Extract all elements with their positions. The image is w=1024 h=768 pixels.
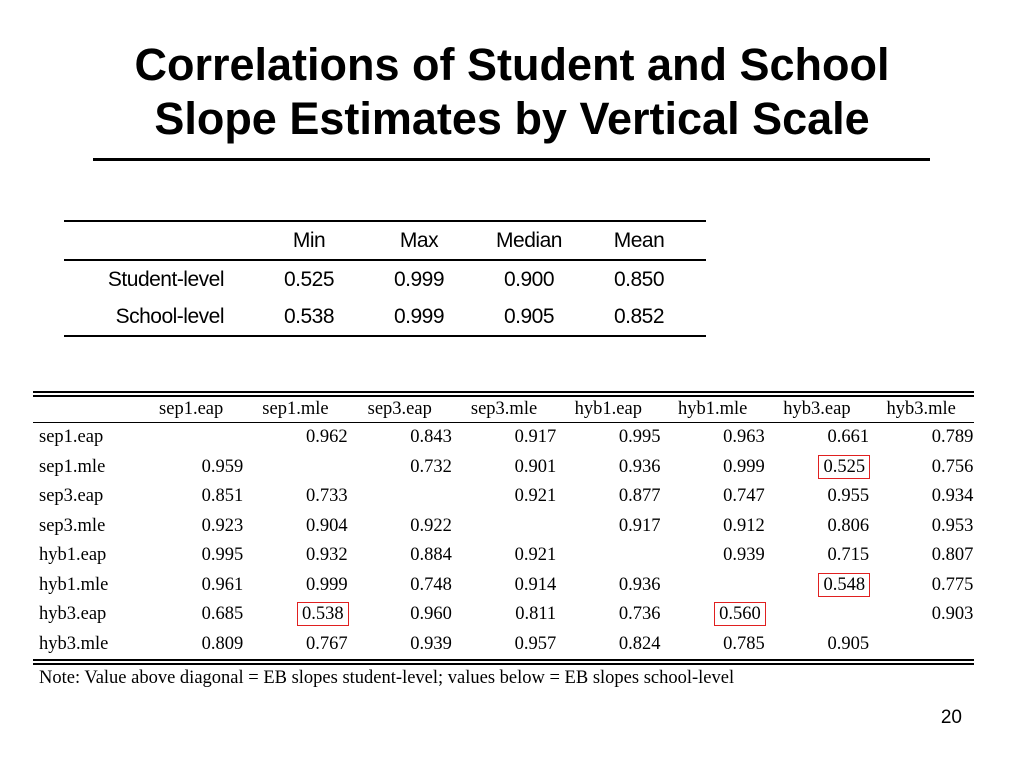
table-note: Note: Value above diagonal = EB slopes student-level; values below = EB slopes school-level: [39, 668, 735, 688]
cell-value: 0.936: [618, 574, 661, 595]
matrix-col-header: hyb3.eap: [783, 399, 851, 419]
matrix-cell: [139, 457, 243, 478]
cell-value: 0.824: [618, 633, 661, 654]
matrix-row-label: hyb3.mle: [39, 633, 109, 654]
cell-value: 0.904: [305, 515, 348, 536]
matrix-cell: [348, 575, 452, 596]
matrix-cell: [660, 427, 764, 448]
matrix-row-label: hyb3.eap: [39, 604, 107, 625]
cell-value: 0.921: [514, 486, 557, 507]
cell-value: 0.851: [201, 486, 244, 507]
cell-value: 0.747: [723, 486, 765, 507]
cell-value: 0.775: [931, 574, 974, 595]
matrix-cell: [243, 516, 347, 537]
matrix-col-header: hyb1.eap: [574, 399, 642, 419]
highlighted-value: 0.525: [819, 456, 869, 478]
matrix-cell: [765, 634, 869, 655]
cell-value: 0.733: [305, 486, 348, 507]
matrix-row-label: sep1.eap: [39, 427, 104, 448]
matrix-cell: [556, 575, 660, 596]
cell-value: 0.736: [618, 604, 661, 625]
summary-row-school: [64, 298, 706, 335]
matrix-cell: [243, 575, 347, 596]
matrix-cell: [243, 545, 347, 566]
matrix-cell: [556, 634, 660, 655]
cell-value: 0.756: [931, 456, 974, 477]
matrix-cell: [660, 486, 764, 507]
matrix-cell: [869, 516, 973, 537]
summary-cell: 0.999: [393, 304, 445, 328]
matrix-cell: [765, 427, 869, 448]
summary-cell: 0.525: [283, 267, 335, 291]
matrix-cell: [869, 575, 973, 596]
cell-value: 0.903: [931, 604, 974, 625]
matrix-cell: [869, 545, 973, 566]
summary-table: [64, 220, 706, 337]
cell-value: 0.963: [723, 427, 765, 448]
matrix-cell: [869, 604, 973, 625]
matrix-col-header: hyb3.mle: [886, 399, 956, 419]
cell-value: 0.961: [201, 574, 244, 595]
cell-value: 0.912: [723, 515, 765, 536]
matrix-cell: [348, 545, 452, 566]
matrix-cell: [348, 634, 452, 655]
matrix-cell: [348, 516, 452, 537]
cell-value: 0.685: [201, 604, 244, 625]
matrix-cell: [452, 486, 556, 507]
matrix-cell: [139, 575, 243, 596]
matrix-cell: [452, 604, 556, 625]
matrix-col-header: sep3.mle: [470, 399, 538, 419]
cell-value: 0.661: [827, 427, 870, 448]
matrix-cell: [139, 486, 243, 507]
highlighted-value: 0.538: [298, 603, 348, 625]
matrix-cell: [452, 545, 556, 566]
matrix-cell: [556, 457, 660, 478]
matrix-cell: [452, 575, 556, 596]
matrix-cell: [556, 427, 660, 448]
summary-col-max: Max: [399, 228, 439, 252]
summary-cell: 0.850: [613, 267, 665, 291]
table-row: [33, 630, 974, 660]
cell-value: 0.960: [410, 604, 452, 625]
cell-value: 0.995: [201, 545, 244, 566]
summary-cell: 0.900: [503, 267, 555, 291]
cell-value: 0.923: [201, 515, 244, 536]
cell-value: 0.939: [410, 633, 452, 654]
matrix-body: [33, 423, 974, 659]
table-row: [33, 482, 974, 512]
matrix-cell: [139, 634, 243, 655]
cell-value: 0.922: [410, 515, 452, 536]
matrix-col-header: sep1.eap: [159, 399, 224, 419]
cell-value: 0.806: [827, 515, 870, 536]
cell-value: 0.939: [723, 545, 765, 566]
matrix-cell: [660, 545, 764, 566]
cell-value: 0.921: [514, 545, 557, 566]
cell-value: 0.917: [514, 427, 557, 448]
cell-value: 0.767: [305, 633, 348, 654]
matrix-cell: [556, 604, 660, 625]
matrix-header-row: [33, 397, 974, 423]
summary-row-label: School-level: [115, 304, 224, 328]
matrix-cell: [348, 457, 452, 478]
matrix-cell: [556, 516, 660, 537]
matrix-bottom-rule: [33, 659, 974, 665]
summary-cell: 0.999: [393, 267, 445, 291]
cell-value: 0.957: [514, 633, 557, 654]
summary-row-student: [64, 261, 706, 298]
matrix-cell: [765, 545, 869, 566]
matrix-col-header: sep1.mle: [262, 399, 329, 419]
matrix-cell: [348, 427, 452, 448]
matrix-cell: [869, 427, 973, 448]
matrix-cell: [660, 604, 764, 625]
matrix-cell: [869, 457, 973, 478]
cell-value: 0.934: [931, 486, 974, 507]
cell-value: 0.843: [410, 427, 452, 448]
matrix-cell: [139, 604, 243, 625]
matrix-row-label: sep1.mle: [39, 456, 106, 477]
cell-value: 0.809: [201, 633, 244, 654]
page-number: 20: [940, 707, 962, 728]
table-row: [33, 512, 974, 542]
matrix-cell: [139, 516, 243, 537]
matrix-cell: [243, 634, 347, 655]
cell-value: 0.715: [827, 545, 870, 566]
summary-header-row: [64, 222, 706, 261]
cell-value: 0.995: [618, 427, 661, 448]
cell-value: 0.999: [723, 456, 765, 477]
cell-value: 0.917: [618, 515, 661, 536]
matrix-cell: [452, 457, 556, 478]
matrix-col-header: sep3.eap: [367, 399, 432, 419]
matrix-cell: [660, 634, 764, 655]
matrix-row-label: sep3.mle: [39, 515, 106, 536]
summary-cell: 0.852: [613, 304, 665, 328]
summary-col-min: Min: [292, 228, 326, 252]
matrix-cell: [765, 575, 869, 596]
matrix-cell: [348, 604, 452, 625]
title-line-1: Correlations of Student and School: [134, 39, 890, 90]
matrix-cell: [765, 516, 869, 537]
table-row: [33, 600, 974, 630]
cell-value: 0.785: [723, 633, 765, 654]
matrix-row-label: hyb1.eap: [39, 545, 107, 566]
cell-value: 0.789: [931, 427, 974, 448]
cell-value: 0.905: [827, 633, 870, 654]
cell-value: 0.877: [618, 486, 661, 507]
table-row: [33, 571, 974, 601]
matrix-cell: [243, 604, 347, 625]
title-line-2: Slope Estimates by Vertical Scale: [154, 93, 870, 144]
summary-col-mean: Mean: [613, 228, 665, 252]
cell-value: 0.914: [514, 574, 557, 595]
cell-value: 0.959: [201, 456, 244, 477]
cell-value: 0.953: [931, 515, 974, 536]
cell-value: 0.936: [618, 456, 661, 477]
matrix-cell: [452, 634, 556, 655]
highlighted-value: 0.560: [715, 603, 765, 625]
cell-value: 0.884: [410, 545, 452, 566]
cell-value: 0.811: [515, 604, 557, 625]
matrix-cell: [243, 427, 347, 448]
matrix-cell: [660, 516, 764, 537]
summary-col-median: Median: [496, 228, 562, 252]
matrix-cell: [765, 457, 869, 478]
correlation-matrix: [33, 391, 974, 665]
cell-value: 0.962: [305, 427, 348, 448]
matrix-cell: [139, 545, 243, 566]
matrix-cell: [660, 457, 764, 478]
matrix-cell: [869, 486, 973, 507]
matrix-cell: [243, 486, 347, 507]
cell-value: 0.901: [514, 456, 557, 477]
matrix-row-label: sep3.eap: [39, 486, 104, 507]
title-underline: [93, 158, 930, 161]
summary-cell: 0.538: [283, 304, 335, 328]
slide-title: [0, 38, 1024, 146]
cell-value: 0.732: [410, 456, 452, 477]
highlighted-value: 0.548: [819, 574, 869, 596]
table-row: [33, 541, 974, 571]
table-row: [33, 453, 974, 483]
cell-value: 0.932: [305, 545, 348, 566]
summary-row-label: Student-level: [107, 267, 224, 291]
matrix-cell: [452, 427, 556, 448]
summary-cell: 0.905: [503, 304, 555, 328]
matrix-cell: [765, 486, 869, 507]
cell-value: 0.999: [305, 574, 348, 595]
matrix-cell: [556, 486, 660, 507]
cell-value: 0.807: [931, 545, 974, 566]
matrix-col-header: hyb1.mle: [677, 399, 748, 419]
cell-value: 0.748: [410, 574, 452, 595]
table-row: [33, 423, 974, 453]
matrix-row-label: hyb1.mle: [39, 574, 109, 595]
cell-value: 0.955: [827, 486, 870, 507]
